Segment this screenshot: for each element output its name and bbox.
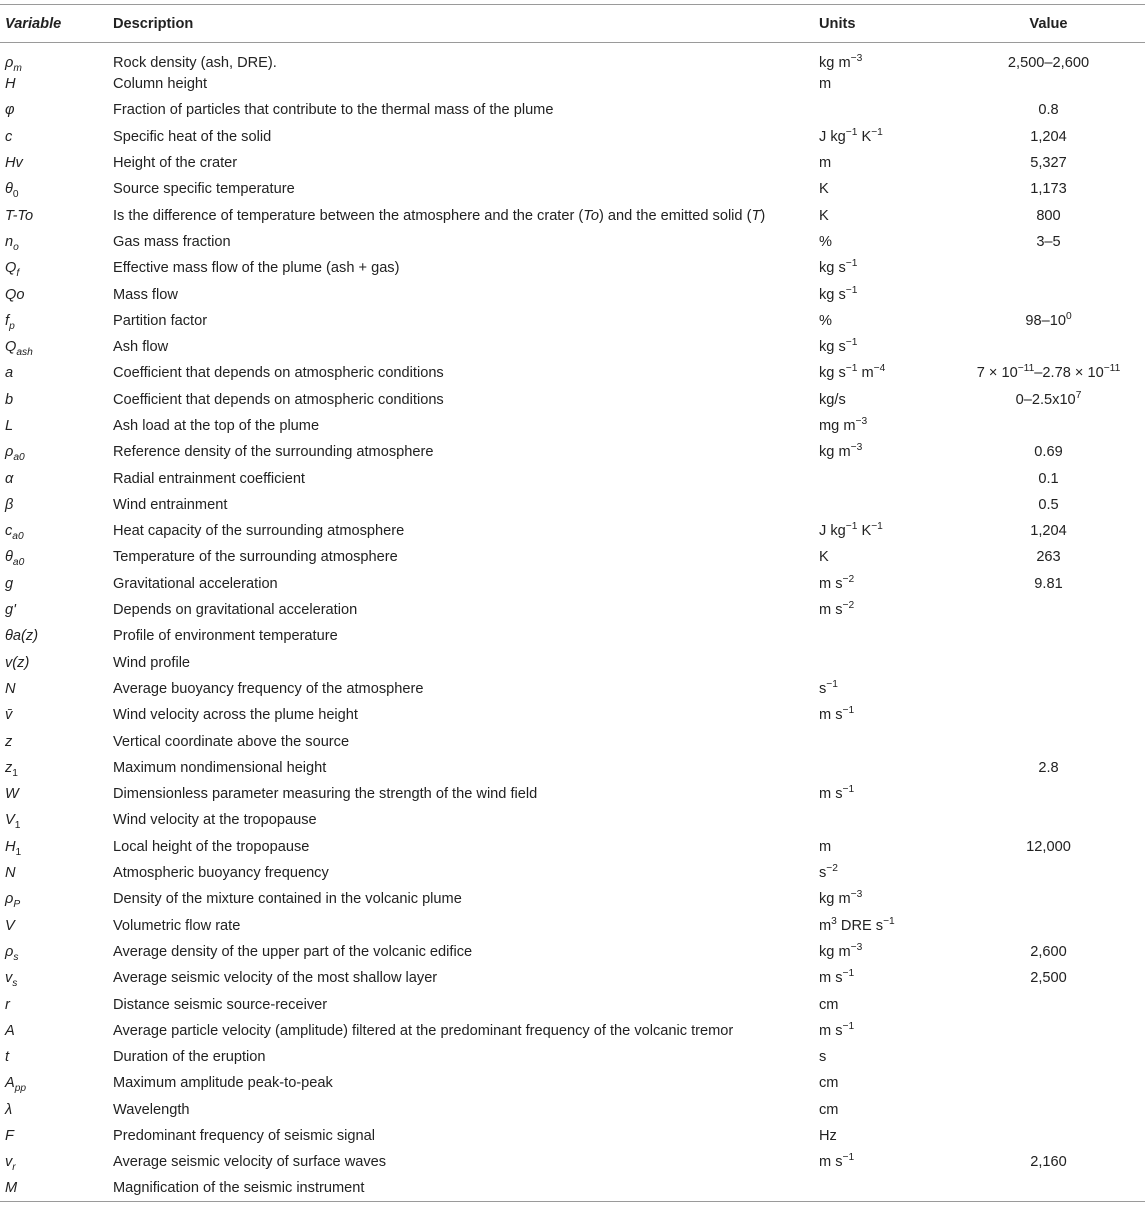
cell-variable: r	[5, 996, 10, 1013]
cell-units: K	[819, 207, 829, 224]
cell-variable: g	[5, 575, 14, 592]
cell-description: Density of the mixture contained in the volcanic plume	[113, 891, 462, 908]
table-row	[0, 281, 1145, 307]
table-row	[0, 1123, 1145, 1149]
cell-units: K	[819, 181, 829, 198]
cell-value: $0-2.5x10^7$	[1015, 389, 1082, 408]
cell-description: Wind velocity across the plume height	[113, 707, 358, 724]
cell-value: 1,204	[1030, 128, 1067, 145]
cell-variable: v̄	[5, 707, 13, 724]
cell-units: $m^3$ DRE $s^{-1}$	[819, 915, 895, 934]
cell-description: Radial entrainment coefficient	[113, 470, 305, 487]
cell-description: Depends on gravitational acceleration	[113, 602, 358, 619]
cell-units	[819, 492, 952, 518]
table-row	[0, 43, 1145, 72]
cell-units: m $s^{-1}$	[819, 1020, 855, 1039]
cell-units	[819, 807, 952, 833]
cell-description: Average seismic velocity of surface waves	[113, 1154, 387, 1171]
table-row	[0, 807, 1145, 833]
cell-description: Gravitational acceleration	[113, 575, 278, 592]
cell-description: Predominant frequency of seismic signal	[113, 1128, 376, 1145]
cell-value	[952, 886, 1145, 912]
table-row	[0, 886, 1145, 912]
cell-description: Wind velocity at the tropopause	[113, 812, 317, 829]
table-row	[0, 728, 1145, 754]
cell-value: 2,600	[1030, 943, 1067, 960]
cell-description: Average buoyancy frequency of the atmosphere	[113, 680, 424, 697]
cell-value: $98-10^0$	[1025, 310, 1072, 329]
cell-description: Profile of environment temperature	[113, 628, 338, 645]
cell-variable: a	[5, 365, 14, 382]
cell-variable: v(z)	[5, 654, 30, 671]
table-row	[0, 1044, 1145, 1070]
cell-variable: $A_{pp}$	[5, 1075, 27, 1095]
cell-variable: $\rho_s$	[5, 943, 19, 963]
cell-units: cm	[819, 1075, 839, 1092]
cell-value	[952, 1175, 1145, 1201]
cell-variable: $z_1$	[5, 759, 18, 779]
cell-description: Is the difference of temperature between the atmosphere and the crater (To) and the emitted solid (T)	[113, 207, 766, 224]
cell-value	[952, 860, 1145, 886]
cell-units	[819, 97, 952, 123]
cell-variable: t	[5, 1049, 10, 1066]
cell-variable: $\theta_{a0}$	[5, 549, 25, 569]
cell-value: 3–5	[1036, 233, 1061, 250]
table-row	[0, 413, 1145, 439]
cell-units: m	[819, 838, 832, 855]
table-row	[0, 360, 1145, 386]
cell-units: %	[819, 312, 832, 329]
header-value: Value	[1029, 15, 1068, 32]
cell-variable: L	[5, 418, 14, 434]
cell-units: kg $m^{-3}$	[819, 942, 863, 960]
header-units: Units	[819, 15, 856, 32]
cell-value: 800	[1036, 207, 1061, 224]
cell-variable: M	[5, 1180, 18, 1197]
cell-variable: β	[5, 496, 14, 513]
cell-units: kg $s^{-1}$ $m^{-4}$	[819, 363, 886, 382]
cell-value	[952, 781, 1145, 807]
cell-description: Height of the crater	[113, 155, 238, 172]
cell-value: 0.1	[1038, 470, 1059, 487]
cell-value	[952, 676, 1145, 702]
cell-variable: c	[5, 128, 13, 145]
cell-value	[952, 1070, 1145, 1096]
cell-variable: $\rho_P$	[5, 891, 21, 911]
cell-description: Average particle velocity (amplitude) filtered at the predominant frequency of the volcanic tremor	[113, 1022, 734, 1039]
cell-value	[952, 281, 1145, 307]
cell-variable: Qo	[5, 286, 25, 303]
table-row	[0, 71, 1145, 97]
cell-description: Average density of the upper part of the volcanic edifice	[113, 943, 473, 960]
cell-description: Mass flow	[113, 286, 178, 303]
cell-description: Partition factor	[113, 312, 208, 329]
cell-value	[952, 702, 1145, 728]
cell-units: kg $s^{-1}$	[819, 284, 858, 303]
cell-variable: T-To	[5, 207, 34, 224]
cell-variable: φ	[5, 102, 15, 119]
cell-description: Wavelength	[113, 1101, 190, 1118]
cell-description: Source specific temperature	[113, 181, 295, 198]
table-row	[0, 939, 1145, 965]
cell-value	[952, 1097, 1145, 1123]
cell-units: $s^{-1}$	[819, 679, 838, 697]
table-row	[0, 387, 1145, 413]
table-row	[0, 492, 1145, 518]
cell-variable: θa(z)	[5, 628, 39, 645]
cell-units: kg $m^{-3}$	[819, 442, 863, 461]
cell-value	[952, 807, 1145, 833]
cell-value	[952, 728, 1145, 754]
cell-variable: $c_{a0}$	[5, 523, 24, 543]
cell-description: Volumetric flow rate	[113, 917, 241, 934]
cell-value: 12,000	[1026, 838, 1071, 855]
cell-description: Dimensionless parameter measuring the strength of the wind field	[113, 786, 538, 803]
table-row	[0, 544, 1145, 570]
header-description: Description	[113, 15, 194, 32]
table-row	[0, 1018, 1145, 1044]
cell-description: Rock density (ash, DRE).	[113, 55, 277, 71]
cell-units: kg $s^{-1}$	[819, 337, 858, 356]
cell-description: Gas mass fraction	[113, 233, 231, 250]
cell-units: J $kg^{-1}$ $K^{-1}$	[819, 126, 883, 145]
cell-units: $s^{-2}$	[819, 863, 838, 882]
cell-value: 2,500–2,600	[1007, 55, 1090, 71]
table-row	[0, 860, 1145, 886]
cell-value	[952, 623, 1145, 649]
cell-value: 2,500	[1030, 970, 1067, 987]
cell-units: Hz	[819, 1128, 837, 1145]
cell-units: kg $m^{-3}$	[819, 53, 863, 71]
cell-units: m	[819, 76, 832, 93]
cell-value	[952, 1123, 1145, 1149]
cell-value: 0.8	[1038, 102, 1059, 119]
table-row	[0, 176, 1145, 202]
cell-description: Specific heat of the solid	[113, 128, 272, 145]
table-row	[0, 124, 1145, 150]
cell-units	[819, 728, 952, 754]
cell-units: cm	[819, 1101, 839, 1118]
cell-description: Vertical coordinate above the source	[113, 733, 350, 750]
cell-description: Fraction of particles that contribute to the thermal mass of the plume	[113, 102, 554, 119]
table-row	[0, 518, 1145, 544]
table-row	[0, 465, 1145, 491]
cell-variable: λ	[5, 1101, 13, 1118]
cell-units: m $s^{-1}$	[819, 968, 855, 987]
cell-units: m $s^{-1}$	[819, 705, 855, 724]
cell-units: mg $m^{-3}$	[819, 416, 868, 434]
cell-units: kg $m^{-3}$	[819, 889, 863, 908]
cell-value	[952, 597, 1145, 623]
cell-description: Ash flow	[113, 339, 169, 356]
cell-units	[819, 465, 952, 491]
cell-variable: $H_1$	[5, 838, 22, 858]
table-row	[0, 571, 1145, 597]
cell-variable: $v_s$	[5, 970, 18, 990]
table-row	[0, 1097, 1145, 1123]
cell-value: 263	[1036, 549, 1061, 566]
cell-value	[952, 255, 1145, 281]
cell-units: kg $s^{-1}$	[819, 258, 858, 277]
cell-variable: $n_o$	[5, 233, 19, 253]
cell-description: Wind entrainment	[113, 496, 228, 513]
table-row	[0, 676, 1145, 702]
table-row	[0, 1149, 1145, 1175]
table-row	[0, 755, 1145, 781]
cell-units	[819, 755, 952, 781]
cell-variable: b	[5, 391, 14, 408]
cell-value	[952, 650, 1145, 676]
cell-variable: H	[5, 76, 16, 93]
cell-units: m	[819, 155, 832, 172]
cell-description: Local height of the tropopause	[113, 838, 310, 855]
cell-description: Coefficient that depends on atmospheric conditions	[113, 391, 444, 408]
table-body	[0, 43, 1145, 1202]
cell-value: 2.8	[1038, 759, 1059, 776]
cell-units: m $s^{-1}$	[819, 784, 855, 803]
table-row	[0, 202, 1145, 228]
cell-units	[819, 1175, 952, 1201]
cell-description: Coefficient that depends on atmospheric conditions	[113, 365, 444, 382]
cell-description: Maximum amplitude peak-to-peak	[113, 1075, 333, 1092]
cell-variable: $\rho_m$	[5, 55, 22, 74]
table-row	[0, 97, 1145, 123]
cell-variable: A	[5, 1022, 15, 1039]
cell-variable: z	[5, 733, 13, 750]
cell-units: kg/s	[819, 391, 846, 408]
table-row	[0, 308, 1145, 334]
cell-value: 9.81	[1034, 575, 1063, 592]
cell-value: 2,160	[1030, 1154, 1067, 1171]
cell-value	[952, 413, 1145, 439]
cell-variable: Hv	[5, 155, 23, 172]
cell-value: $7 \times 10^{-11}-2.78 \times 10^{-11}$	[976, 363, 1121, 382]
cell-description: Heat capacity of the surrounding atmosphere	[113, 523, 405, 540]
cell-description: Wind profile	[113, 654, 191, 671]
cell-variable: α	[5, 470, 14, 487]
cell-variable: F	[5, 1128, 14, 1145]
table-row	[0, 597, 1145, 623]
cell-value	[952, 991, 1145, 1017]
cell-units: m $s^{-2}$	[819, 573, 855, 592]
cell-variable: $\theta_0$	[5, 181, 19, 201]
cell-description: Duration of the eruption	[113, 1049, 266, 1066]
variables-table	[0, 4, 1145, 1202]
cell-units: m $s^{-1}$	[819, 1152, 855, 1171]
cell-variable: $f_p$	[5, 312, 15, 332]
cell-description: Distance seismic source-receiver	[113, 996, 328, 1013]
cell-variable: $v_r$	[5, 1154, 16, 1174]
cell-value	[952, 334, 1145, 360]
table-row	[0, 834, 1145, 860]
cell-value: 5,327	[1030, 155, 1067, 172]
cell-units: s	[819, 1049, 827, 1066]
table-row	[0, 991, 1145, 1017]
cell-variable: g'	[5, 602, 16, 619]
cell-description: Reference density of the surrounding atmosphere	[113, 444, 434, 461]
table-row	[0, 1175, 1145, 1201]
cell-value	[952, 71, 1145, 97]
table-row	[0, 965, 1145, 991]
cell-units: K	[819, 549, 829, 566]
table-row	[0, 650, 1145, 676]
cell-description: Ash load at the top of the plume	[113, 418, 320, 434]
cell-description: Atmospheric buoyancy frequency	[113, 865, 329, 882]
cell-units	[819, 623, 952, 649]
table-row	[0, 702, 1145, 728]
table-row	[0, 229, 1145, 255]
table-row	[0, 1070, 1145, 1096]
cell-description: Magnification of the seismic instrument	[113, 1180, 365, 1197]
cell-description: Maximum nondimensional height	[113, 759, 327, 776]
header-variable: Variable	[5, 15, 62, 32]
cell-description: Average seismic velocity of the most shallow layer	[113, 970, 438, 987]
table-row	[0, 439, 1145, 465]
table-header-row	[0, 5, 1145, 43]
table-row	[0, 781, 1145, 807]
cell-value: 0.5	[1038, 496, 1059, 513]
cell-variable: $V_1$	[5, 812, 21, 832]
cell-value: 1,173	[1030, 181, 1067, 198]
cell-variable: $\rho_{a0}$	[5, 444, 25, 464]
cell-variable: $Q_f$	[5, 260, 20, 280]
table-row	[0, 334, 1145, 360]
cell-variable: N	[5, 680, 16, 697]
cell-variable: N	[5, 865, 16, 882]
cell-units: cm	[819, 996, 839, 1013]
cell-description: Temperature of the surrounding atmosphere	[113, 549, 398, 566]
table-row	[0, 255, 1145, 281]
table-row	[0, 913, 1145, 939]
table-row	[0, 623, 1145, 649]
cell-variable: W	[5, 786, 19, 803]
table-row	[0, 150, 1145, 176]
cell-value: 0.69	[1034, 444, 1063, 461]
cell-units: J $kg^{-1}$ $K^{-1}$	[819, 521, 883, 540]
cell-value	[952, 913, 1145, 939]
cell-units	[819, 650, 952, 676]
cell-units: %	[819, 233, 832, 250]
cell-description: Column height	[113, 76, 208, 93]
cell-description: Effective mass flow of the plume (ash + gas)	[113, 260, 400, 277]
cell-units: m $s^{-2}$	[819, 600, 855, 619]
cell-value	[952, 1018, 1145, 1044]
cell-variable: $Q_{ash}$	[5, 339, 33, 359]
cell-variable: V	[5, 917, 15, 934]
cell-value	[952, 1044, 1145, 1070]
cell-value: 1,204	[1030, 523, 1067, 540]
